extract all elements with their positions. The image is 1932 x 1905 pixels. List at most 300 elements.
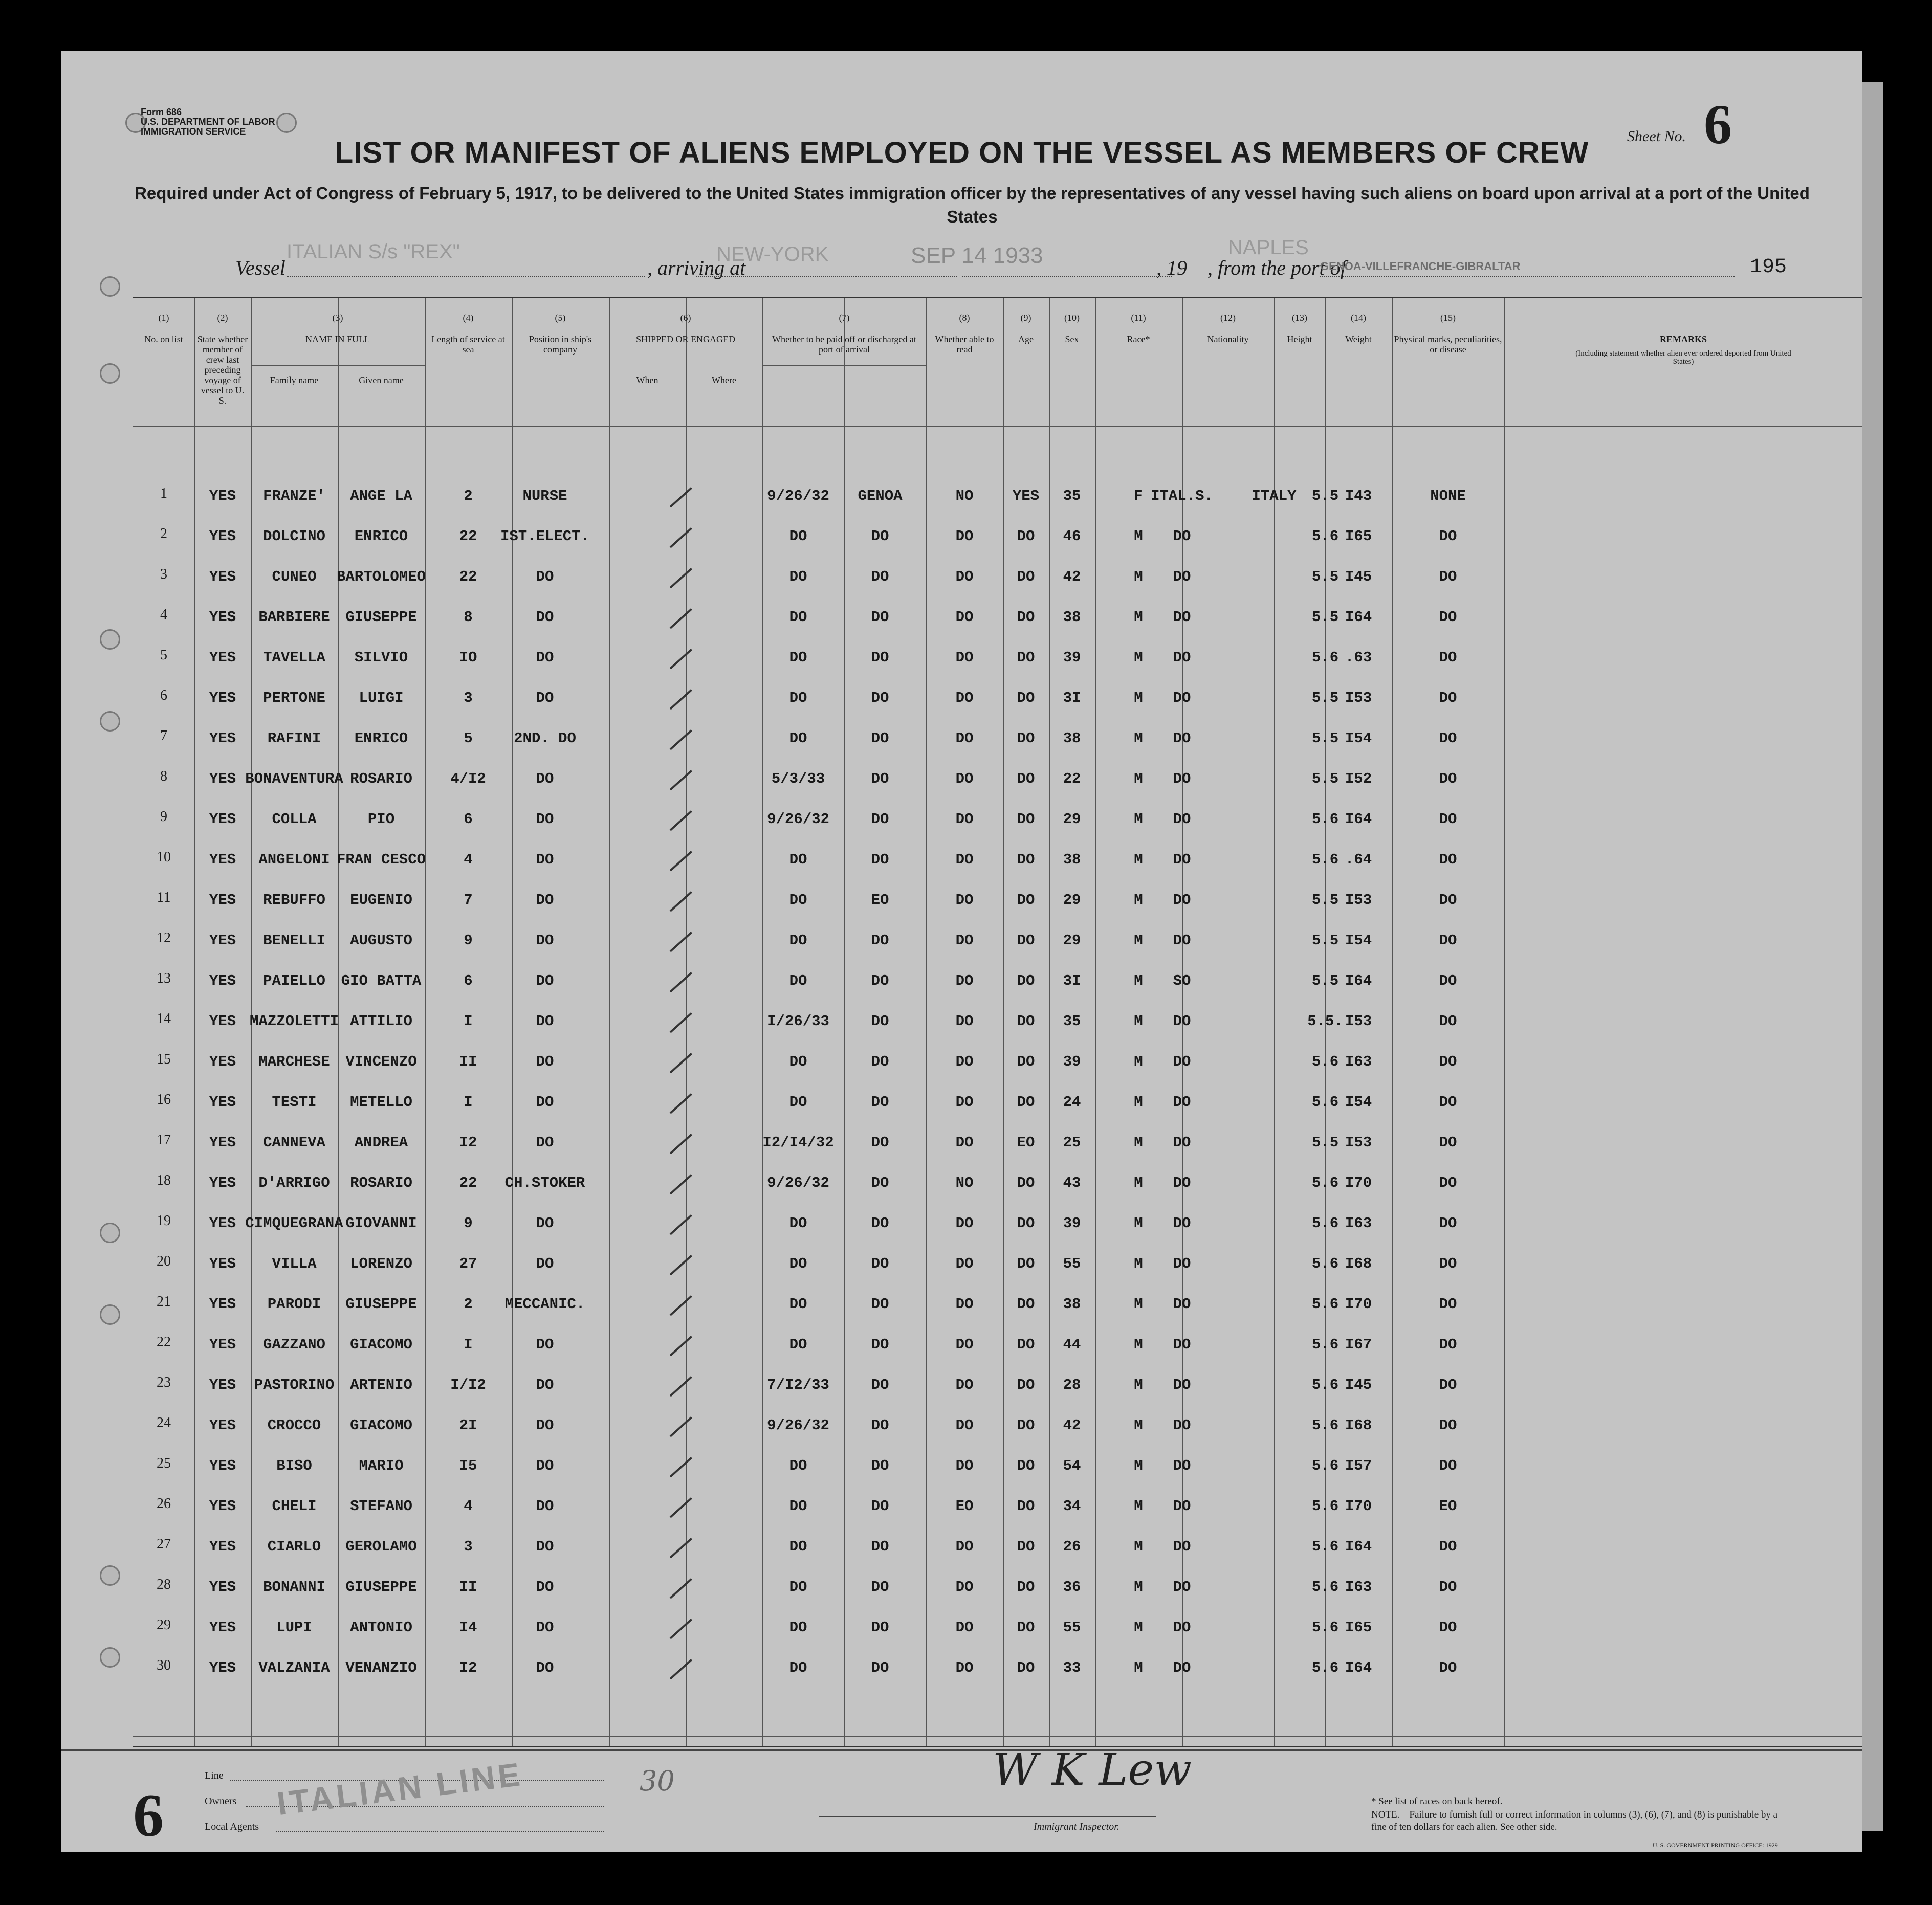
- cell-height: 5.5: [1311, 1134, 1339, 1151]
- cell-when: DO: [789, 730, 807, 747]
- cell-race: DO: [1173, 649, 1191, 666]
- cell-position: DO: [536, 1215, 554, 1232]
- cell-read: DO: [1017, 1175, 1035, 1191]
- cell-sex: M: [1134, 1457, 1143, 1474]
- checkmark-icon: [670, 1619, 692, 1639]
- cell-given: FRAN CESCO: [336, 851, 426, 868]
- cell-paid: DO: [955, 690, 974, 706]
- cell-prev: YES: [209, 1538, 236, 1555]
- form-number: Form 686 U.S. DEPARTMENT OF LABOR IMMIGRATION SERVICE: [141, 107, 275, 137]
- column-heading: Height: [1287, 334, 1312, 344]
- cell-position: IST.ELECT.: [500, 528, 590, 545]
- cell-service: I2: [459, 1134, 477, 1151]
- cell-family: BARBIERE: [258, 609, 330, 626]
- cell-age: 24: [1063, 1094, 1081, 1111]
- column-number: (8): [959, 313, 970, 323]
- cell-paid: DO: [955, 972, 974, 989]
- cell-paid: EO: [955, 1498, 974, 1515]
- cell-service: 2: [464, 488, 473, 504]
- cell-position: MECCANIC.: [504, 1296, 585, 1313]
- cell-race: DO: [1173, 1215, 1191, 1232]
- cell-given: SILVIO: [354, 649, 408, 666]
- cell-position: CH.STOKER: [504, 1175, 585, 1191]
- cell-where: DO: [871, 1336, 889, 1353]
- cell-height: 5.6: [1311, 528, 1339, 545]
- cell-race: DO: [1173, 770, 1191, 787]
- cell-service: 9: [464, 932, 473, 949]
- cell-read: DO: [1017, 730, 1035, 747]
- row-number: 10: [157, 849, 171, 865]
- cell-sex: M: [1134, 1215, 1143, 1232]
- cell-age: 33: [1063, 1659, 1081, 1676]
- cell-weight: I70: [1345, 1498, 1372, 1515]
- cell-where: EO: [871, 892, 889, 909]
- cell-family: CROCCO: [267, 1417, 321, 1434]
- cell-weight: I54: [1345, 730, 1372, 747]
- cell-service: 7: [464, 892, 473, 909]
- cell-prev: YES: [209, 528, 236, 545]
- cell-age: 29: [1063, 892, 1081, 909]
- cell-family: GAZZANO: [263, 1336, 325, 1353]
- column-heading: No. on list: [144, 334, 183, 344]
- year-label: , 19: [1156, 256, 1187, 279]
- cell-marks: DO: [1439, 568, 1457, 585]
- cell-read: DO: [1017, 851, 1035, 868]
- cell-age: 35: [1063, 488, 1081, 504]
- checkmark-icon: [670, 1578, 692, 1599]
- column-heading: Length of service at sea: [431, 334, 505, 355]
- owners-label: Owners: [205, 1796, 237, 1807]
- cell-when: DO: [789, 932, 807, 949]
- cell-age: 55: [1063, 1255, 1081, 1272]
- cell-family: BONAVENTURA: [245, 770, 343, 787]
- cell-when: DO: [789, 1538, 807, 1555]
- cell-age: 26: [1063, 1538, 1081, 1555]
- cell-marks: DO: [1439, 690, 1457, 706]
- cell-where: DO: [871, 1053, 889, 1070]
- column-heading: Weight: [1345, 334, 1372, 344]
- cell-given: ROSARIO: [350, 770, 412, 787]
- cell-marks: DO: [1439, 1417, 1457, 1434]
- cell-sex: M: [1134, 528, 1143, 545]
- cell-age: 28: [1063, 1377, 1081, 1393]
- cell-weight: I54: [1345, 932, 1372, 949]
- cell-height: 5.5.: [1307, 1013, 1343, 1030]
- column-heading: Whether able to read: [935, 334, 994, 355]
- column-subheading: Given name: [359, 375, 404, 385]
- cell-where: DO: [871, 1013, 889, 1030]
- cell-height: 5.6: [1311, 1538, 1339, 1555]
- footer-rule: [61, 1749, 1862, 1751]
- cell-age: 55: [1063, 1619, 1081, 1636]
- cell-race: DO: [1173, 1377, 1191, 1393]
- cell-family: PARODI: [267, 1296, 321, 1313]
- column-heading: NAME IN FULL: [305, 334, 370, 344]
- cell-sex: M: [1134, 1538, 1143, 1555]
- cell-read: DO: [1017, 1619, 1035, 1636]
- checkmark-icon: [670, 608, 692, 629]
- cell-position: DO: [536, 1377, 554, 1393]
- cell-paid: DO: [955, 811, 974, 828]
- cell-age: 29: [1063, 932, 1081, 949]
- cell-weight: .64: [1345, 851, 1372, 868]
- row-number: 8: [160, 768, 167, 784]
- cell-where: DO: [871, 1659, 889, 1676]
- cell-marks: DO: [1439, 730, 1457, 747]
- cell-given: ATTILIO: [350, 1013, 412, 1030]
- cell-read: DO: [1017, 1296, 1035, 1313]
- cell-given: GIACOMO: [350, 1417, 412, 1434]
- row-number: 14: [157, 1011, 171, 1027]
- cell-family: CIMQUEGRANA: [245, 1215, 343, 1232]
- cell-position: NURSE: [522, 488, 567, 504]
- cell-age: 42: [1063, 1417, 1081, 1434]
- cell-prev: YES: [209, 568, 236, 585]
- cell-sex: M: [1134, 932, 1143, 949]
- cell-prev: YES: [209, 1498, 236, 1515]
- cell-given: LORENZO: [350, 1255, 412, 1272]
- checkmark-icon: [670, 770, 692, 790]
- cell-service: 4: [464, 851, 473, 868]
- cell-where: DO: [871, 1457, 889, 1474]
- cell-height: 5.6: [1311, 851, 1339, 868]
- cell-service: 4: [464, 1498, 473, 1515]
- cell-sex: M: [1134, 770, 1143, 787]
- cell-sex: M: [1134, 568, 1143, 585]
- cell-when: DO: [789, 568, 807, 585]
- cell-prev: YES: [209, 1053, 236, 1070]
- cell-weight: I63: [1345, 1053, 1372, 1070]
- cell-prev: YES: [209, 649, 236, 666]
- cell-service: 3: [464, 1538, 473, 1555]
- cell-family: PERTONE: [263, 690, 325, 706]
- checkmark-icon: [670, 1336, 692, 1356]
- cell-marks: DO: [1439, 528, 1457, 545]
- cell-when: 9/26/32: [767, 488, 829, 504]
- cell-read: DO: [1017, 1053, 1035, 1070]
- row-number: 3: [160, 566, 167, 582]
- cell-where: DO: [871, 1296, 889, 1313]
- cell-height: 5.6: [1311, 1296, 1339, 1313]
- punch-hole: [100, 276, 120, 297]
- cell-marks: DO: [1439, 1175, 1457, 1191]
- cell-paid: DO: [955, 1013, 974, 1030]
- cell-height: 5.6: [1311, 1457, 1339, 1474]
- cell-weight: I65: [1345, 1619, 1372, 1636]
- cell-paid: DO: [955, 1296, 974, 1313]
- sheet-number: 6: [1704, 93, 1732, 156]
- cell-prev: YES: [209, 488, 236, 504]
- cell-sex: M: [1134, 730, 1143, 747]
- cell-prev: YES: [209, 1175, 236, 1191]
- cell-prev: YES: [209, 972, 236, 989]
- row-number: 24: [157, 1415, 171, 1431]
- cell-when: DO: [789, 1255, 807, 1272]
- cell-race: DO: [1173, 1417, 1191, 1434]
- cell-where: DO: [871, 1538, 889, 1555]
- cell-given: ENRICO: [354, 528, 408, 545]
- cell-age: 3I: [1063, 690, 1081, 706]
- cell-service: 22: [459, 1175, 477, 1191]
- cell-height: 5.5: [1311, 690, 1339, 706]
- cell-weight: I70: [1345, 1296, 1372, 1313]
- cell-service: I/I2: [450, 1377, 486, 1393]
- cell-paid: NO: [955, 1175, 974, 1191]
- cell-height: 5.6: [1311, 1094, 1339, 1111]
- cell-service: I: [464, 1094, 473, 1111]
- cell-marks: DO: [1439, 1336, 1457, 1353]
- cell-marks: DO: [1439, 649, 1457, 666]
- cell-service: II: [459, 1053, 477, 1070]
- cell-when: DO: [789, 1336, 807, 1353]
- cell-race: DO: [1173, 690, 1191, 706]
- cell-prev: YES: [209, 1094, 236, 1111]
- cell-family: CANNEVA: [263, 1134, 325, 1151]
- cell-prev: YES: [209, 609, 236, 626]
- column-heading: Sex: [1065, 334, 1079, 344]
- cell-nationality: ITALY: [1252, 488, 1297, 504]
- column-heading: SHIPPED OR ENGAGED: [635, 334, 735, 344]
- remarks-subheading: (Including statement whether alien ever ordered deported from United States): [1575, 349, 1791, 366]
- row-number: 28: [157, 1577, 171, 1592]
- cell-race: DO: [1173, 1579, 1191, 1596]
- cell-position: DO: [536, 1094, 554, 1111]
- cell-when: DO: [789, 892, 807, 909]
- cell-sex: M: [1134, 1134, 1143, 1151]
- cell-paid: DO: [955, 1255, 974, 1272]
- cell-family: ANGELONI: [258, 851, 330, 868]
- cell-position: DO: [536, 1134, 554, 1151]
- checkmark-icon: [670, 1053, 692, 1073]
- cell-age: 38: [1063, 730, 1081, 747]
- cell-race: DO: [1173, 1255, 1191, 1272]
- cell-weight: I57: [1345, 1457, 1372, 1474]
- checkmark-icon: [670, 568, 692, 588]
- cell-height: 5.6: [1311, 1053, 1339, 1070]
- cell-height: 5.6: [1311, 811, 1339, 828]
- cell-given: PIO: [367, 811, 395, 828]
- cell-paid: DO: [955, 1377, 974, 1393]
- cell-age: 35: [1063, 1013, 1081, 1030]
- cell-prev: YES: [209, 690, 236, 706]
- cell-age: 39: [1063, 1215, 1081, 1232]
- punch-hole: [100, 1223, 120, 1243]
- cell-marks: DO: [1439, 770, 1457, 787]
- column-subheading: Where: [712, 375, 736, 385]
- cell-service: 6: [464, 811, 473, 828]
- cell-prev: YES: [209, 932, 236, 949]
- cell-prev: YES: [209, 1215, 236, 1232]
- cell-where: DO: [871, 568, 889, 585]
- cell-marks: DO: [1439, 1215, 1457, 1232]
- cell-weight: I63: [1345, 1215, 1372, 1232]
- document-title: LIST OR MANIFEST OF ALIENS EMPLOYED ON THE VESSEL AS MEMBERS OF CREW: [335, 136, 1589, 169]
- cell-weight: I63: [1345, 1579, 1372, 1596]
- cell-read: EO: [1017, 1134, 1035, 1151]
- cell-where: DO: [871, 770, 889, 787]
- cell-paid: DO: [955, 851, 974, 868]
- cell-prev: YES: [209, 1457, 236, 1474]
- cell-family: LUPI: [276, 1619, 312, 1636]
- cell-age: 54: [1063, 1457, 1081, 1474]
- cell-read: DO: [1017, 1377, 1035, 1393]
- cell-paid: DO: [955, 1094, 974, 1111]
- cell-service: 6: [464, 972, 473, 989]
- cell-family: REBUFFO: [263, 892, 325, 909]
- row-number: 12: [157, 930, 171, 946]
- cell-height: 5.5: [1311, 932, 1339, 949]
- row-number: 1: [160, 485, 167, 501]
- cell-position: DO: [536, 1538, 554, 1555]
- punch-hole: [100, 711, 120, 732]
- cell-prev: YES: [209, 811, 236, 828]
- column-number: (3): [332, 313, 343, 323]
- cell-given: BARTOLOMEO: [336, 568, 426, 585]
- cell-height: 5.5: [1311, 609, 1339, 626]
- cell-position: DO: [536, 1417, 554, 1434]
- cell-marks: DO: [1439, 811, 1457, 828]
- cell-weight: I64: [1345, 1538, 1372, 1555]
- column-heading: Race*: [1127, 334, 1150, 344]
- cell-service: 5: [464, 730, 473, 747]
- cell-service: 22: [459, 528, 477, 545]
- cell-when: DO: [789, 1619, 807, 1636]
- cell-weight: I64: [1345, 972, 1372, 989]
- cell-given: ANDREA: [354, 1134, 408, 1151]
- cell-paid: DO: [955, 1659, 974, 1676]
- cell-read: DO: [1017, 892, 1035, 909]
- cell-position: DO: [536, 1579, 554, 1596]
- checkmark-icon: [670, 1659, 692, 1679]
- cell-prev: YES: [209, 1296, 236, 1313]
- cell-height: 5.6: [1311, 1336, 1339, 1353]
- cell-service: 9: [464, 1215, 473, 1232]
- cell-family: VILLA: [272, 1255, 317, 1272]
- cell-read: DO: [1017, 528, 1035, 545]
- checkmark-icon: [670, 1012, 692, 1033]
- column-heading: Age: [1018, 334, 1034, 344]
- cell-height: 5.6: [1311, 1255, 1339, 1272]
- column-heading: REMARKS: [1659, 334, 1707, 344]
- row-number: 22: [157, 1334, 171, 1350]
- cell-sex: M: [1134, 690, 1143, 706]
- cell-read: DO: [1017, 932, 1035, 949]
- cell-position: DO: [536, 770, 554, 787]
- cell-race: DO: [1173, 851, 1191, 868]
- cell-read: DO: [1017, 1215, 1035, 1232]
- inspector-signature: W K Lew: [993, 1744, 1192, 1796]
- cell-service: 4/I2: [450, 770, 486, 787]
- checkmark-icon: [670, 1538, 692, 1558]
- cell-weight: I45: [1345, 568, 1372, 585]
- cell-paid: NO: [955, 488, 974, 504]
- cell-read: DO: [1017, 649, 1035, 666]
- cell-sex: M: [1134, 1255, 1143, 1272]
- penalty-note: NOTE.—Failure to furnish full or correct information in columns (3), (6), (7), and (8) is punishable by a fine of ten dollars for each alien. See other side.: [1371, 1809, 1778, 1832]
- cell-age: 43: [1063, 1175, 1081, 1191]
- cell-where: DO: [871, 649, 889, 666]
- cell-where: DO: [871, 932, 889, 949]
- cell-position: DO: [536, 1053, 554, 1070]
- cell-read: DO: [1017, 1255, 1035, 1272]
- cell-sex: M: [1134, 649, 1143, 666]
- cell-family: BONANNI: [263, 1579, 325, 1596]
- cell-height: 5.5: [1311, 488, 1339, 504]
- cell-when: DO: [789, 690, 807, 706]
- cell-paid: DO: [955, 1053, 974, 1070]
- cell-paid: DO: [955, 730, 974, 747]
- cell-family: MARCHESE: [258, 1053, 330, 1070]
- cell-where: DO: [871, 1255, 889, 1272]
- row-number: 27: [157, 1536, 171, 1552]
- cell-prev: YES: [209, 892, 236, 909]
- row-number: 5: [160, 647, 167, 663]
- cell-height: 5.6: [1311, 1175, 1339, 1191]
- cell-where: DO: [871, 851, 889, 868]
- cell-marks: DO: [1439, 1619, 1457, 1636]
- cell-read: DO: [1017, 1498, 1035, 1515]
- row-number: 21: [157, 1294, 171, 1310]
- cell-service: 8: [464, 609, 473, 626]
- cell-weight: I53: [1345, 690, 1372, 706]
- cell-service: I: [464, 1336, 473, 1353]
- cell-marks: DO: [1439, 1053, 1457, 1070]
- cell-marks: EO: [1439, 1498, 1457, 1515]
- cell-read: DO: [1017, 1538, 1035, 1555]
- cell-marks: NONE: [1430, 488, 1466, 504]
- cell-sex: M: [1134, 1053, 1143, 1070]
- cell-family: BENELLI: [263, 932, 325, 949]
- cell-height: 5.6: [1311, 1579, 1339, 1596]
- cell-race: DO: [1173, 528, 1191, 545]
- cell-position: DO: [536, 932, 554, 949]
- manifest-sheet: [61, 51, 1862, 1852]
- checkmark-icon: [670, 527, 692, 548]
- cell-given: ANGE LA: [350, 488, 412, 504]
- cell-when: 9/26/32: [767, 1175, 829, 1191]
- cell-given: LUIGI: [359, 690, 404, 706]
- cell-where: DO: [871, 609, 889, 626]
- row-number: 15: [157, 1051, 171, 1067]
- cell-position: DO: [536, 609, 554, 626]
- column-number: (12): [1220, 313, 1236, 323]
- cell-paid: DO: [955, 932, 974, 949]
- cell-race: DO: [1173, 1175, 1191, 1191]
- cell-when: DO: [789, 649, 807, 666]
- cell-position: DO: [536, 1457, 554, 1474]
- cell-race: DO: [1173, 811, 1191, 828]
- column-rule: [609, 298, 610, 1746]
- cell-where: DO: [871, 528, 889, 545]
- cell-where: DO: [871, 730, 889, 747]
- cell-prev: YES: [209, 1336, 236, 1353]
- cell-when: 5/3/33: [771, 770, 825, 787]
- cell-marks: DO: [1439, 1377, 1457, 1393]
- cell-paid: DO: [955, 1417, 974, 1434]
- cell-marks: DO: [1439, 1296, 1457, 1313]
- cell-read: DO: [1017, 770, 1035, 787]
- cell-when: DO: [789, 1215, 807, 1232]
- cell-weight: I53: [1345, 1013, 1372, 1030]
- cell-age: 46: [1063, 528, 1081, 545]
- cell-height: 5.5: [1311, 892, 1339, 909]
- checkmark-icon: [670, 649, 692, 669]
- cell-height: 5.6: [1311, 1377, 1339, 1393]
- cell-marks: DO: [1439, 1134, 1457, 1151]
- row-number: 20: [157, 1253, 171, 1269]
- cell-read: DO: [1017, 1659, 1035, 1676]
- cell-where: GENOA: [858, 488, 903, 504]
